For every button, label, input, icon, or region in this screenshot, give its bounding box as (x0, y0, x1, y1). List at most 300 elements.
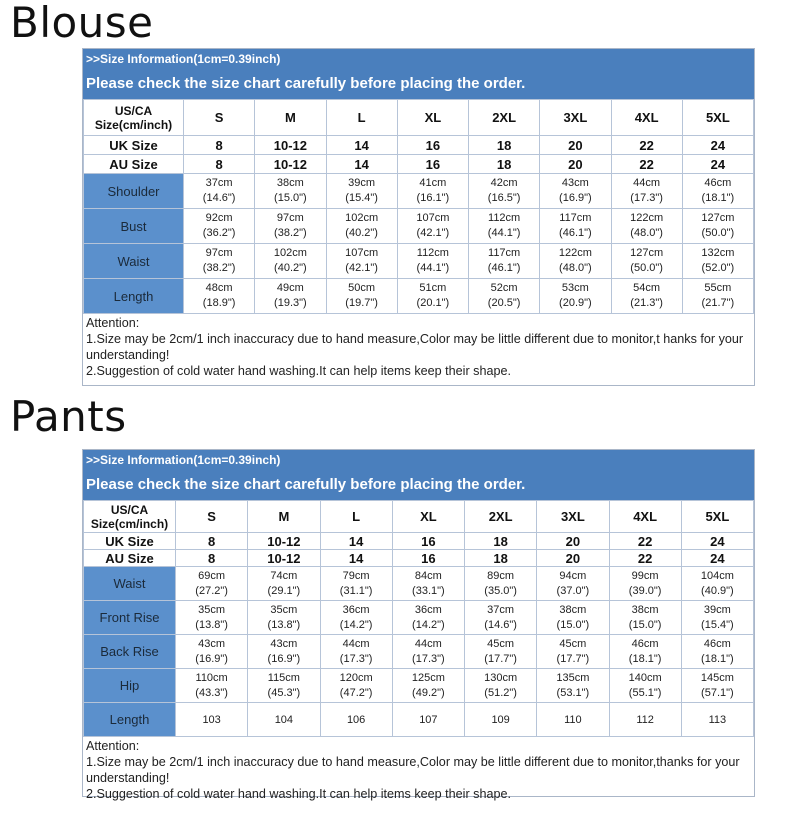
pants-size-header-cell: 3XL (537, 501, 609, 533)
pants-inch-value: (29.1") (267, 584, 301, 597)
pants-inch-value: (13.8") (195, 618, 228, 631)
blouse-uk-size-cell: 16 (397, 136, 468, 155)
blouse-size-header-cell: M (255, 100, 326, 136)
pants-cm-value: 120cm (339, 671, 373, 684)
pants-au-size-cell: 16 (392, 550, 464, 567)
pants-measurement-cell (681, 635, 753, 669)
blouse-size-header-cell: 2XL (469, 100, 540, 136)
blouse-au-size-cell: 8 (184, 155, 255, 174)
pants-cm-value: 74cm (270, 569, 298, 582)
blouse-au-size-cell: 22 (611, 155, 682, 174)
pants-inch-value: (17.7") (556, 652, 590, 665)
pants-uk-size-cell: 18 (465, 533, 537, 550)
blouse-measurement-cell (397, 209, 468, 244)
blouse-cm-value: 44cm (633, 177, 661, 189)
blouse-uk-size-cell: 10-12 (255, 136, 326, 155)
pants-measurement-cell (465, 601, 537, 635)
pants-inch-value: (18.1") (701, 652, 734, 665)
blouse-inch-value: (50.0") (701, 227, 735, 239)
blouse-inch-value: (40.2") (274, 262, 307, 274)
blouse-inch-value: (48.0") (630, 227, 663, 239)
blouse-attention-heading: Attention: (86, 316, 140, 330)
blouse-unit-label: Size(cm/inch) (94, 117, 173, 132)
pants-inch-value: (57.1") (701, 686, 734, 699)
blouse-cm-value: 39cm (348, 177, 376, 189)
pants-cm-value: 46cm (631, 637, 659, 650)
blouse-measurement-cell (611, 174, 682, 209)
blouse-inch-value: (21.3") (630, 297, 663, 309)
blouse-au-size-cell: 18 (469, 155, 540, 174)
blouse-inch-value: (21.7") (701, 297, 735, 309)
blouse-size-header-cell: L (326, 100, 397, 136)
pants-cm-value: 46cm (703, 637, 731, 650)
pants-cm-value: 45cm (487, 637, 515, 650)
pants-measurement-cell (537, 635, 609, 669)
pants-measurement-cell (248, 669, 320, 703)
blouse-measurement-row (84, 279, 754, 314)
pants-length-row (84, 703, 754, 737)
blouse-measurement-label: Bust (84, 209, 184, 244)
pants-banner (83, 450, 754, 500)
blouse-inch-value: (38.2") (202, 262, 236, 274)
pants-measurement-cell (465, 567, 537, 601)
pants-inch-value: (39.0") (628, 584, 662, 597)
blouse-measurement-cell (469, 209, 540, 244)
blouse-cm-value: 54cm (633, 282, 661, 294)
blouse-cm-value: 49cm (276, 282, 304, 294)
blouse-inch-value: (20.9") (559, 297, 592, 309)
blouse-uk-size-label: UK Size (84, 136, 184, 155)
pants-measurement-row (84, 635, 754, 669)
pants-measurement-cell (320, 601, 392, 635)
blouse-inch-value: (20.1") (416, 297, 450, 309)
blouse-cm-value: 102cm (273, 247, 307, 259)
blouse-measurement-cell (326, 209, 397, 244)
pants-length-cell: 104 (248, 703, 320, 737)
pants-inch-value: (35.0") (484, 584, 517, 597)
blouse-cm-value: 112cm (488, 212, 521, 224)
pants-measurement-cell (609, 669, 681, 703)
blouse-attention-line-1: 1.Size may be 2cm/1 inch inaccuracy due to hand measure,Color may be little different due to monitor,t hanks for your understanding! (86, 332, 744, 362)
pants-measurement-cell (248, 601, 320, 635)
pants-measurement-cell (465, 669, 537, 703)
blouse-measurement-cell (540, 279, 611, 314)
blouse-cm-value: 112cm (416, 247, 449, 259)
pants-inch-value: (15.0") (556, 618, 590, 631)
pants-cm-value: 135cm (556, 671, 590, 684)
pants-au-size-cell: 22 (609, 550, 681, 567)
blouse-inch-value: (38.2") (274, 227, 307, 239)
pants-measurement-cell (681, 601, 753, 635)
blouse-uk-size-cell: 20 (540, 136, 611, 155)
blouse-measurement-cell (326, 244, 397, 279)
blouse-measurement-cell (397, 174, 468, 209)
pants-cm-value: 35cm (270, 603, 298, 616)
pants-inch-value: (17.3") (412, 652, 445, 665)
blouse-inch-value: (17.3") (630, 192, 663, 204)
pants-au-size-label: AU Size (84, 550, 176, 567)
pants-check-notice: Please check the size chart carefully before placing the order. (86, 476, 526, 493)
blouse-banner (83, 49, 754, 99)
blouse-inch-value: (18.9") (202, 297, 236, 309)
pants-inch-value: (27.2") (195, 584, 228, 597)
blouse-measurement-row (84, 209, 754, 244)
blouse-inch-value: (36.2") (202, 227, 236, 239)
blouse-measurement-cell (682, 209, 753, 244)
pants-inch-value: (55.1") (628, 686, 662, 699)
pants-au-size-cell: 10-12 (248, 550, 320, 567)
blouse-inch-value: (20.5") (487, 297, 521, 309)
blouse-inch-value: (44.1") (487, 227, 521, 239)
pants-inch-value: (14.2") (412, 618, 445, 631)
pants-au-size-cell: 8 (176, 550, 248, 567)
pants-cm-value: 69cm (198, 569, 226, 582)
blouse-measurement-cell (682, 279, 753, 314)
pants-size-header-row (84, 501, 754, 533)
pants-measurement-cell (176, 601, 248, 635)
pants-size-header-cell: 4XL (609, 501, 681, 533)
pants-size-table (83, 500, 754, 737)
pants-attention-note (83, 737, 754, 803)
blouse-inch-value: (19.3") (274, 297, 307, 309)
pants-cm-value: 44cm (342, 637, 370, 650)
blouse-inch-value: (42.1") (416, 227, 450, 239)
blouse-cm-value: 53cm (561, 282, 589, 294)
blouse-cm-value: 97cm (205, 247, 233, 259)
pants-uk-size-cell: 10-12 (248, 533, 320, 550)
pants-cm-value: 36cm (414, 603, 442, 616)
blouse-cm-value: 48cm (205, 282, 233, 294)
pants-size-chart (82, 449, 755, 801)
blouse-measurement-cell (326, 279, 397, 314)
pants-inch-value: (33.1") (412, 584, 445, 597)
pants-au-size-cell: 14 (320, 550, 392, 567)
blouse-cm-value: 122cm (558, 247, 592, 259)
pants-au-size-cell: 24 (681, 550, 753, 567)
blouse-inch-value: (50.0") (630, 262, 663, 274)
blouse-cm-value: 132cm (701, 247, 735, 259)
blouse-section-title: Blouse (10, 0, 154, 47)
blouse-cm-value: 43cm (561, 177, 589, 189)
pants-cm-value: 104cm (700, 569, 734, 582)
blouse-cm-value: 97cm (276, 212, 304, 224)
pants-measurement-cell (609, 567, 681, 601)
pants-measurement-row (84, 669, 754, 703)
blouse-inch-value: (15.0") (274, 192, 307, 204)
pants-measurement-cell (537, 601, 609, 635)
blouse-inch-value: (42.1") (345, 262, 378, 274)
pants-measurement-cell (537, 669, 609, 703)
pants-cm-value: 130cm (484, 671, 518, 684)
pants-inch-value: (13.8") (267, 618, 301, 631)
pants-cm-value: 84cm (414, 569, 442, 582)
blouse-measurement-cell (184, 174, 255, 209)
pants-length-cell: 112 (609, 703, 681, 737)
pants-inch-value: (45.3") (267, 686, 301, 699)
blouse-cm-value: 127cm (630, 247, 664, 259)
blouse-measurement-cell (255, 174, 326, 209)
pants-measurement-row (84, 601, 754, 635)
pants-inch-value: (31.1") (339, 584, 373, 597)
pants-measurement-label: Front Rise (84, 601, 176, 635)
blouse-uk-size-cell: 8 (184, 136, 255, 155)
blouse-attention-line-2: 2.Suggestion of cold water hand washing.It can help items keep their shape. (86, 364, 511, 378)
pants-cm-value: 125cm (411, 671, 445, 684)
pants-measurement-cell (392, 601, 464, 635)
pants-inch-value: (40.9") (701, 584, 734, 597)
blouse-us-ca-label: US/CA (114, 103, 153, 118)
pants-measurement-cell (176, 669, 248, 703)
pants-cm-value: 99cm (631, 569, 659, 582)
blouse-attention-note (83, 314, 754, 380)
pants-uk-size-label: UK Size (84, 533, 176, 550)
pants-inch-value: (14.2") (339, 618, 373, 631)
blouse-inch-value: (46.1") (559, 227, 592, 239)
pants-length-cell: 107 (392, 703, 464, 737)
pants-measurement-cell (681, 567, 753, 601)
blouse-size-header-label (84, 100, 184, 136)
pants-inch-value: (53.1") (556, 686, 590, 699)
pants-au-size-cell: 20 (537, 550, 609, 567)
pants-size-header-label (84, 501, 176, 533)
blouse-measurement-cell (469, 174, 540, 209)
pants-measurement-cell (248, 635, 320, 669)
pants-measurement-cell (537, 567, 609, 601)
pants-attention-line-1: 1.Size may be 2cm/1 inch inaccuracy due to hand measure,Color may be little different due to monitor,thanks for your understanding! (86, 755, 740, 785)
blouse-inch-value: (40.2") (345, 227, 378, 239)
pants-unit-label: Size(cm/inch) (90, 516, 169, 531)
pants-cm-value: 36cm (342, 603, 370, 616)
blouse-measurement-row (84, 244, 754, 279)
blouse-size-header-cell: 4XL (611, 100, 682, 136)
pants-inch-value: (37.0") (556, 584, 590, 597)
blouse-size-header-cell: 3XL (540, 100, 611, 136)
blouse-inch-value: (16.1") (416, 192, 450, 204)
pants-au-size-cell: 18 (465, 550, 537, 567)
pants-uk-size-cell: 24 (681, 533, 753, 550)
pants-inch-value: (15.4") (701, 618, 734, 631)
pants-cm-value: 43cm (198, 637, 226, 650)
blouse-measurement-cell (255, 279, 326, 314)
pants-length-label: Length (84, 703, 176, 737)
blouse-cm-value: 50cm (348, 282, 376, 294)
pants-uk-size-cell: 16 (392, 533, 464, 550)
blouse-cm-value: 55cm (704, 282, 732, 294)
pants-measurement-cell (248, 567, 320, 601)
blouse-measurement-label: Waist (84, 244, 184, 279)
pants-uk-size-row (84, 533, 754, 550)
blouse-cm-value: 102cm (345, 212, 379, 224)
blouse-au-size-label: AU Size (84, 155, 184, 174)
blouse-inch-value: (52.0") (701, 262, 735, 274)
blouse-measurement-row (84, 174, 754, 209)
blouse-measurement-label: Length (84, 279, 184, 314)
pants-inch-value: (43.3") (195, 686, 228, 699)
blouse-size-header-cell: 5XL (682, 100, 753, 136)
blouse-cm-value: 92cm (205, 212, 233, 224)
blouse-measurement-cell (184, 209, 255, 244)
pants-measurement-label: Waist (84, 567, 176, 601)
pants-cm-value: 35cm (198, 603, 226, 616)
blouse-inch-value: (19.7") (345, 297, 378, 309)
pants-inch-value: (18.1") (628, 652, 662, 665)
blouse-measurement-cell (397, 279, 468, 314)
pants-cm-value: 39cm (703, 603, 731, 616)
pants-measurement-cell (392, 567, 464, 601)
blouse-uk-size-cell: 24 (682, 136, 753, 155)
pants-size-header-cell: 2XL (465, 501, 537, 533)
blouse-measurement-cell (397, 244, 468, 279)
blouse-cm-value: 41cm (419, 177, 447, 189)
pants-measurement-cell (176, 635, 248, 669)
blouse-au-size-cell: 16 (397, 155, 468, 174)
pants-measurement-cell (320, 669, 392, 703)
pants-measurement-cell (392, 635, 464, 669)
blouse-size-header-cell: XL (397, 100, 468, 136)
blouse-measurement-label: Shoulder (84, 174, 184, 209)
pants-measurement-cell (176, 567, 248, 601)
pants-size-info-label: >>Size Information(1cm=0.39inch) (86, 453, 281, 467)
pants-inch-value: (51.2") (484, 686, 517, 699)
blouse-cm-value: 107cm (345, 247, 379, 259)
blouse-cm-value: 37cm (205, 177, 233, 189)
pants-cm-value: 37cm (487, 603, 515, 616)
blouse-cm-value: 127cm (701, 212, 735, 224)
blouse-uk-size-row (84, 136, 754, 155)
blouse-inch-value: (16.5") (487, 192, 521, 204)
pants-inch-value: (15.0") (628, 618, 662, 631)
pants-measurement-cell (681, 669, 753, 703)
blouse-cm-value: 107cm (416, 212, 450, 224)
blouse-cm-value: 38cm (276, 177, 304, 189)
blouse-inch-value: (16.9") (559, 192, 592, 204)
blouse-au-size-cell: 24 (682, 155, 753, 174)
pants-size-header-cell: L (320, 501, 392, 533)
blouse-size-header-cell: S (184, 100, 255, 136)
blouse-au-size-cell: 20 (540, 155, 611, 174)
pants-measurement-cell (609, 601, 681, 635)
pants-uk-size-cell: 14 (320, 533, 392, 550)
blouse-measurement-cell (540, 174, 611, 209)
pants-uk-size-cell: 20 (537, 533, 609, 550)
blouse-inch-value: (18.1") (701, 192, 735, 204)
blouse-cm-value: 46cm (704, 177, 732, 189)
pants-inch-value: (14.6") (484, 618, 517, 631)
pants-attention-heading: Attention: (86, 739, 140, 753)
blouse-au-size-row (84, 155, 754, 174)
pants-uk-size-cell: 8 (176, 533, 248, 550)
blouse-measurement-cell (540, 244, 611, 279)
blouse-measurement-cell (255, 244, 326, 279)
blouse-cm-value: 42cm (490, 177, 518, 189)
pants-measurement-cell (320, 567, 392, 601)
pants-inch-value: (17.3") (339, 652, 373, 665)
pants-measurement-row (84, 567, 754, 601)
blouse-inch-value: (46.1") (487, 262, 521, 274)
pants-length-cell: 113 (681, 703, 753, 737)
blouse-measurement-cell (611, 244, 682, 279)
blouse-size-table (83, 99, 754, 314)
pants-measurement-cell (465, 635, 537, 669)
pants-length-cell: 106 (320, 703, 392, 737)
pants-measurement-cell (320, 635, 392, 669)
blouse-au-size-cell: 14 (326, 155, 397, 174)
pants-size-header-cell: M (248, 501, 320, 533)
pants-measurement-label: Back Rise (84, 635, 176, 669)
pants-measurement-label: Hip (84, 669, 176, 703)
pants-cm-value: 115cm (267, 671, 300, 684)
pants-inch-value: (16.9") (195, 652, 228, 665)
blouse-uk-size-cell: 22 (611, 136, 682, 155)
blouse-measurement-cell (469, 244, 540, 279)
blouse-measurement-cell (682, 174, 753, 209)
blouse-uk-size-cell: 14 (326, 136, 397, 155)
blouse-measurement-cell (184, 244, 255, 279)
blouse-measurement-cell (184, 279, 255, 314)
blouse-size-chart (82, 48, 755, 386)
pants-inch-value: (17.7") (484, 652, 517, 665)
pants-measurement-cell (609, 635, 681, 669)
pants-size-header-cell: XL (392, 501, 464, 533)
blouse-cm-value: 51cm (419, 282, 447, 294)
blouse-measurement-cell (540, 209, 611, 244)
blouse-inch-value: (44.1") (416, 262, 450, 274)
pants-size-header-cell: S (176, 501, 248, 533)
blouse-cm-value: 117cm (488, 247, 521, 259)
blouse-cm-value: 122cm (630, 212, 664, 224)
pants-inch-value: (49.2") (412, 686, 445, 699)
blouse-inch-value: (48.0") (559, 262, 592, 274)
pants-cm-value: 145cm (700, 671, 734, 684)
pants-inch-value: (47.2") (339, 686, 373, 699)
pants-au-size-row (84, 550, 754, 567)
pants-length-cell: 103 (176, 703, 248, 737)
blouse-size-info-label: >>Size Information(1cm=0.39inch) (86, 52, 281, 66)
pants-cm-value: 38cm (559, 603, 587, 616)
pants-cm-value: 43cm (270, 637, 298, 650)
pants-cm-value: 44cm (414, 637, 442, 650)
blouse-inch-value: (14.6") (202, 192, 236, 204)
blouse-measurement-cell (255, 209, 326, 244)
pants-size-header-cell: 5XL (681, 501, 753, 533)
pants-length-cell: 109 (465, 703, 537, 737)
blouse-size-header-row (84, 100, 754, 136)
blouse-measurement-cell (326, 174, 397, 209)
blouse-check-notice: Please check the size chart carefully before placing the order. (86, 75, 526, 92)
pants-measurement-cell (392, 669, 464, 703)
pants-cm-value: 79cm (342, 569, 370, 582)
pants-section-title: Pants (10, 392, 127, 441)
pants-cm-value: 89cm (487, 569, 515, 582)
blouse-cm-value: 117cm (559, 212, 592, 224)
pants-attention-line-2: 2.Suggestion of cold water hand washing.It can help items keep their shape. (86, 787, 511, 801)
pants-length-cell: 110 (537, 703, 609, 737)
blouse-cm-value: 52cm (490, 282, 518, 294)
blouse-uk-size-cell: 18 (469, 136, 540, 155)
pants-cm-value: 140cm (628, 671, 662, 684)
pants-cm-value: 110cm (195, 671, 228, 684)
pants-inch-value: (16.9") (267, 652, 301, 665)
pants-uk-size-cell: 22 (609, 533, 681, 550)
pants-us-ca-label: US/CA (110, 502, 149, 517)
blouse-measurement-cell (682, 244, 753, 279)
blouse-au-size-cell: 10-12 (255, 155, 326, 174)
pants-cm-value: 45cm (559, 637, 587, 650)
blouse-measurement-cell (611, 279, 682, 314)
blouse-measurement-cell (469, 279, 540, 314)
blouse-inch-value: (15.4") (345, 192, 378, 204)
pants-cm-value: 38cm (631, 603, 659, 616)
